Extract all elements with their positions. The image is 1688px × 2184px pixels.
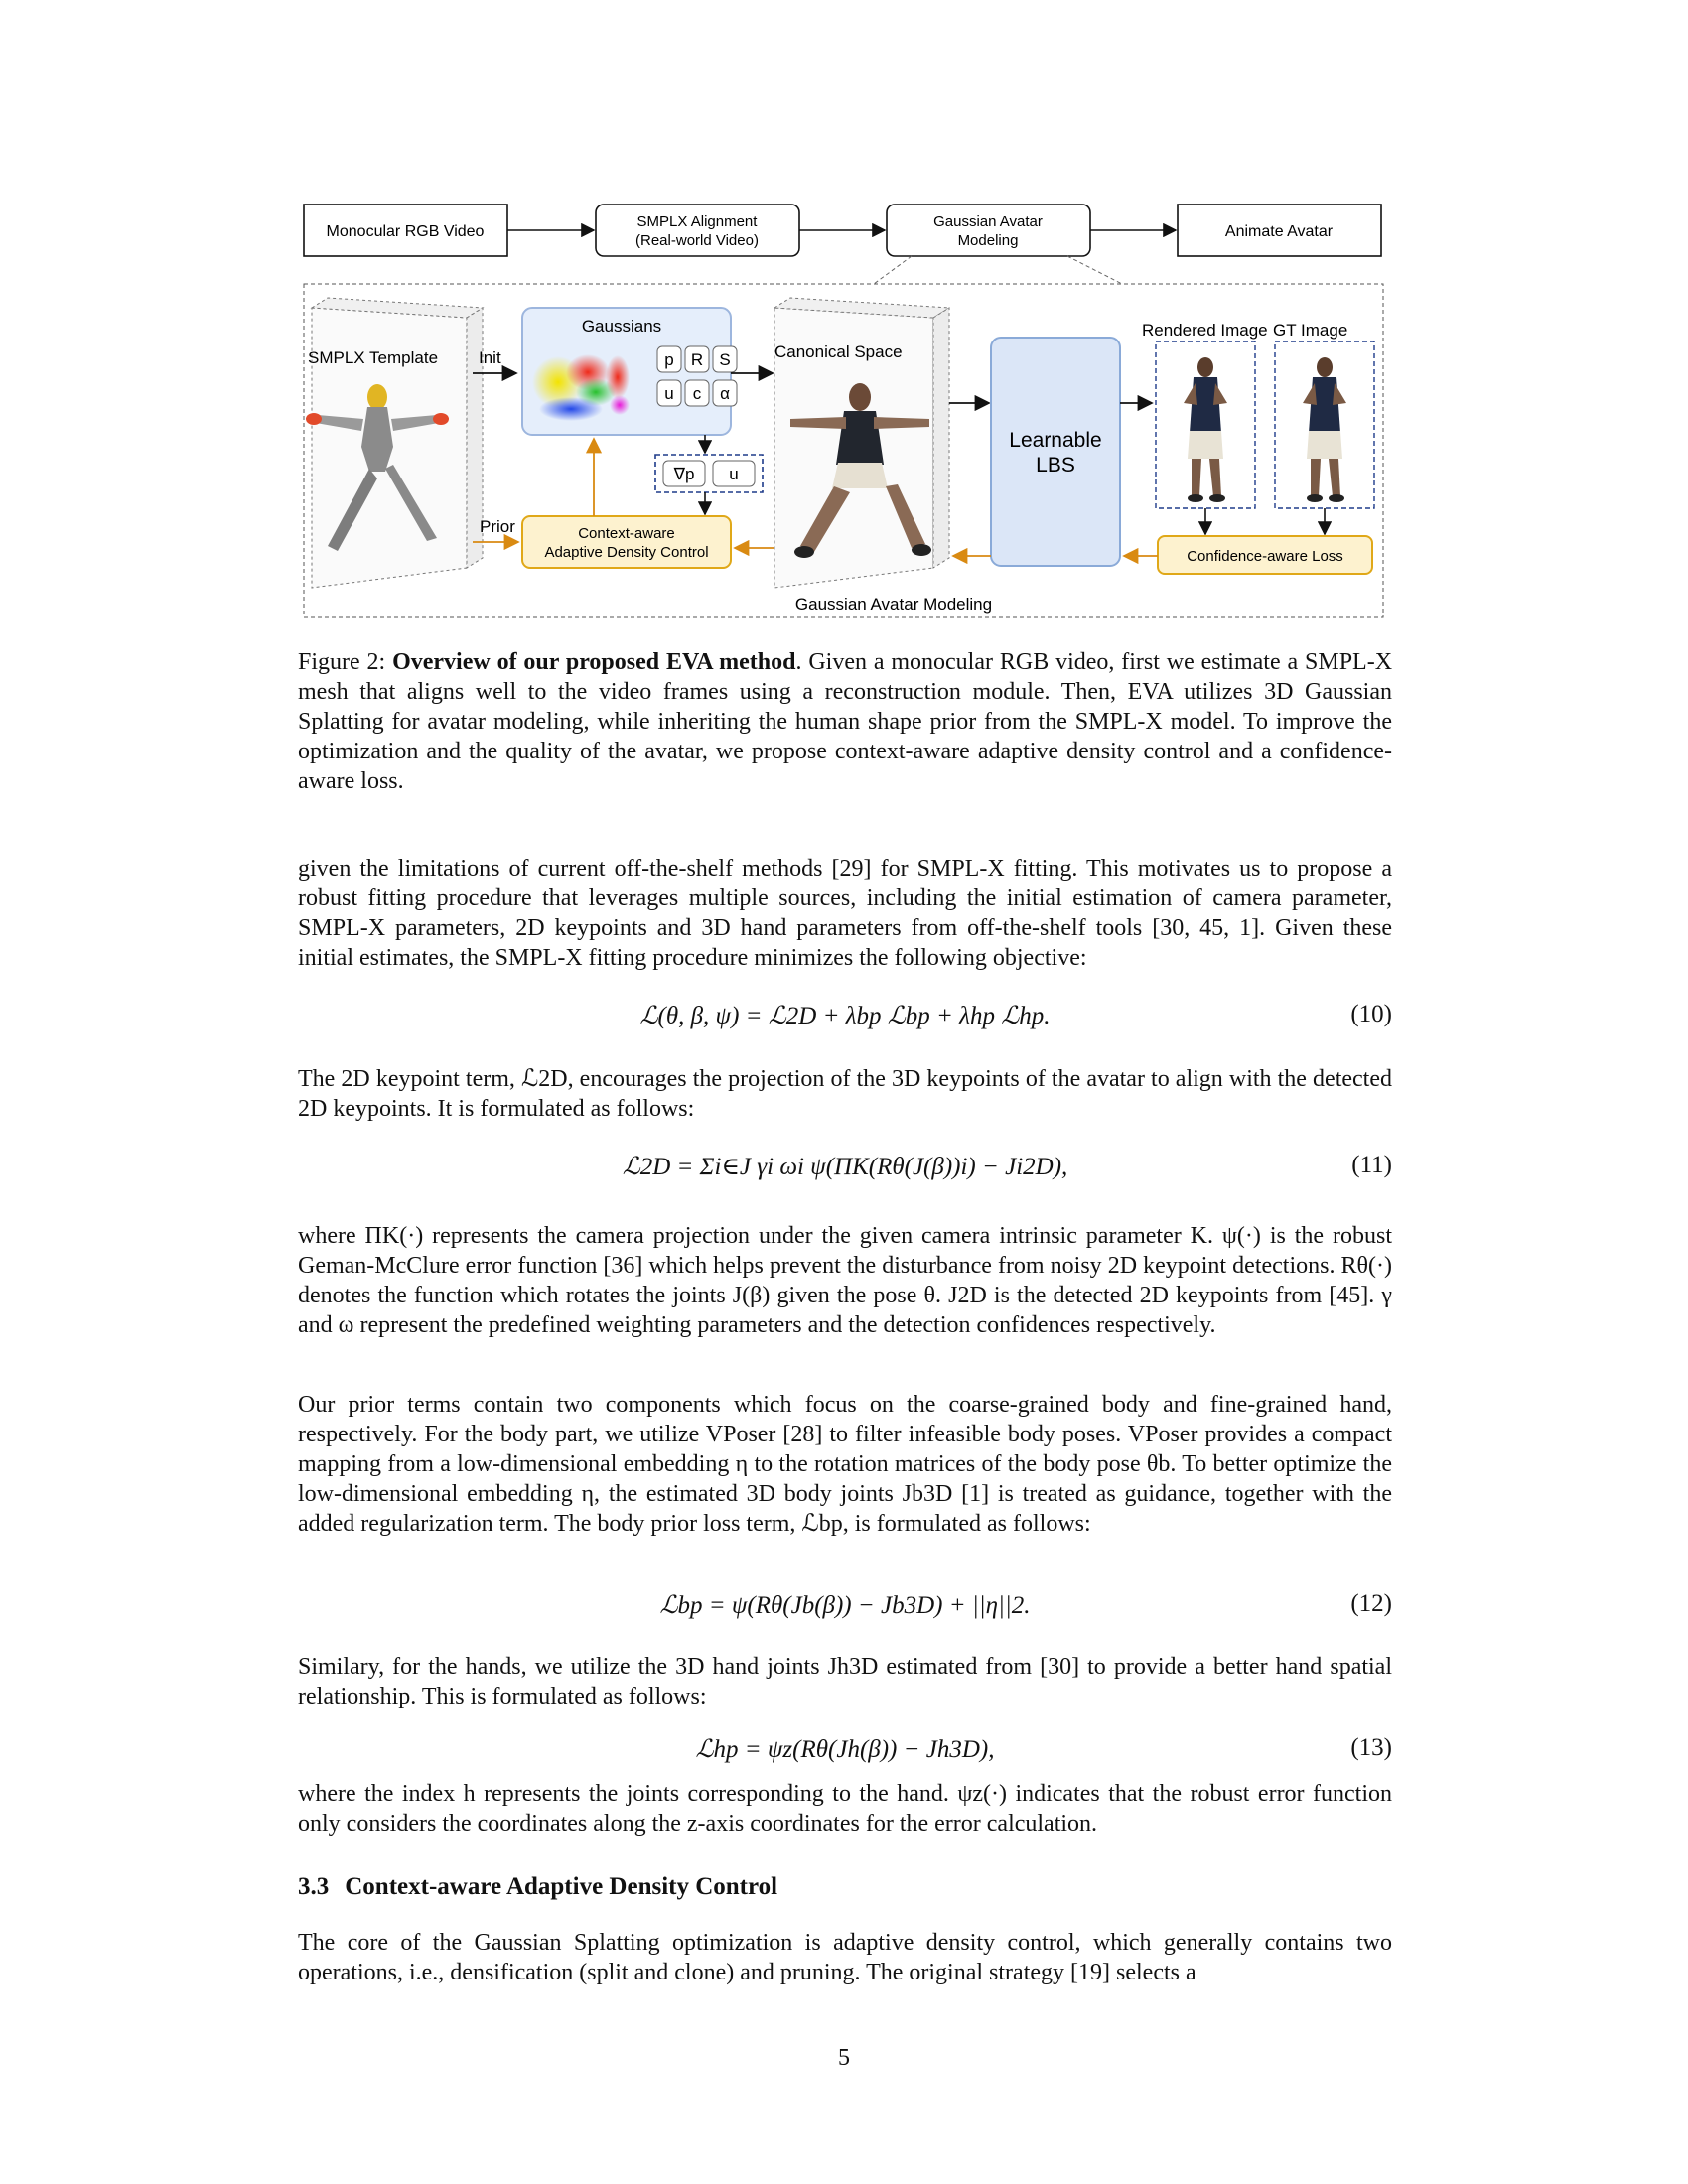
figure-2-diagram (298, 199, 1390, 625)
section-title: Context-aware Adaptive Density Control (345, 1873, 778, 1900)
confidence-loss-label: Confidence-aware Loss (1187, 548, 1343, 565)
context-aware-label-2: Adaptive Density Control (544, 544, 709, 561)
paragraph-2: The 2D keypoint term, ℒ2D, encourages the projection of the 3D keypoints of the avatar to align with the detected 2D keypoints. It is formulated as follows: (298, 1066, 1392, 1122)
param-alpha: α (720, 384, 730, 403)
rendered-image-label: Rendered Image (1142, 321, 1268, 340)
learnable-lbs-label-1: Learnable (1009, 429, 1102, 452)
param-s: S (719, 350, 731, 369)
flow-label-video: Monocular RGB Video (326, 223, 485, 240)
paragraph-6: where the index h represents the joints corresponding to the hand. ψz(·) indicates that the robust error function only considers the coordinates along the z-axis coordinates for the error calculation. (298, 1781, 1392, 1837)
paragraph-3: where ΠK(·) represents the camera projection under the given camera intrinsic parameter K. ψ(·) is the robust Geman-McClure error function [36] which helps prevent the disturbance from noisy 2D keypoint detections. Rθ(·) denotes the function which rotates the joints J(β) given the pose θ. J2D is the detected 2D keypoints from [45]. γ and ω represent the predefined weighting parameters and the detection confidences respectively. (298, 1223, 1392, 1338)
top-flow (304, 205, 1381, 256)
paragraph-4: Our prior terms contain two components which focus on the coarse-grained body and fine-grained hand, respectively. For the body part, we utilize VPoser [28] to filter infeasible body poses. VPoser provides a compact mapping from a low-dimensional embedding η to the rotation matrices of the body pose θb. To better optimize the low-dimensional embedding η, the estimated 3D body joints Jb3D [1] is treated as guidance, together with the added regularization term. The body prior loss term, ℒbp, is formulated as follows: (298, 1392, 1392, 1537)
context-aware-label-1: Context-aware (578, 525, 675, 542)
canonical-space-panel (774, 298, 949, 588)
equation-10-body: ℒ(θ, β, ψ) = ℒ2D + λbp ℒbp + λhp ℒhp. (639, 1003, 1051, 1029)
flow-label-modeling: Gaussian Avatar (933, 213, 1043, 230)
equation-12-body: ℒbp = ψ(Rθ(Jb(β)) − Jb3D) + ||η||2. (659, 1592, 1031, 1619)
paragraph-7: The core of the Gaussian Splatting optimization is adaptive density control, which generally contains two operations, i.e., densification (split and clone) and pruning. The original strategy [19] selects a (298, 1930, 1392, 1985)
equation-11 (298, 1150, 1392, 1185)
equation-12 (298, 1588, 1392, 1624)
learnable-lbs-label-2: LBS (1036, 454, 1075, 477)
equation-13 (298, 1732, 1392, 1768)
param-r: R (690, 350, 704, 369)
smplx-template-label: SMPLX Template (308, 348, 439, 367)
smplx-template-panel (306, 298, 483, 588)
gaussians-box (522, 308, 737, 435)
flow-label-alignment-sub: (Real-world Video) (635, 232, 759, 249)
caption-title: Overview of our proposed EVA method (392, 649, 796, 675)
param-u: u (664, 384, 674, 403)
grad-u-label: u (729, 465, 739, 483)
paragraph-1: given the limitations of current off-the-shelf methods [29] for SMPL-X fitting. This motivates us to propose a robust fitting procedure that leverages multiple sources, including the initial estimation of camera parameter, SMPL-X parameters, 2D keypoints and 3D hand parameters from off-the-shelf tools [30, 45, 1]. Given these initial estimates, the SMPL-X fitting procedure minimizes the following objective: (298, 856, 1392, 971)
equation-13-number: (13) (1350, 1734, 1392, 1761)
param-p: p (664, 350, 674, 369)
param-c: c (692, 384, 702, 403)
section-heading (298, 1873, 777, 1901)
caption-text: . Given a monocular RGB video, first we estimate a SMPL-X mesh that aligns well to the video frames using a reconstruction module. Then, EVA utilizes 3D Gaussian Splatting for avatar modeling, while inheriting the human shape prior from the SMPL-X model. To improve the optimization and the quality of the avatar, we propose context-aware adaptive density control and a confidence-aware loss. (298, 649, 1393, 794)
frame-title: Gaussian Avatar Modeling (794, 595, 993, 614)
init-label: Init (479, 348, 501, 367)
figure-caption (298, 647, 1392, 796)
equation-12-number: (12) (1350, 1590, 1392, 1617)
equation-10-number: (10) (1350, 1001, 1392, 1027)
learnable-lbs-box (991, 338, 1120, 566)
gt-image-label: GT Image (1273, 321, 1348, 340)
gaussians-label: Gaussians (581, 317, 662, 336)
section-number: 3.3 (298, 1873, 330, 1900)
equation-11-body: ℒ2D = Σi∈J γi ωi ψ(ΠK(Rθ(J(β))i) − Ji2D), (622, 1154, 1068, 1180)
flow-label-alignment: SMPLX Alignment (636, 213, 758, 230)
canonical-space-label: Canonical Space (774, 342, 903, 361)
page-number: 5 (838, 2045, 850, 2071)
equation-10 (298, 999, 1392, 1034)
prior-label: Prior (480, 517, 515, 536)
caption-label: Figure 2: (298, 649, 393, 675)
equation-11-number: (11) (1351, 1152, 1392, 1178)
flow-label-modeling-sub: Modeling (957, 232, 1019, 249)
paragraph-5: Similary, for the hands, we utilize the 3D hand joints Jh3D estimated from [30] to provide a better hand spatial relationship. This is formulated as follows: (298, 1654, 1392, 1709)
flow-label-animate: Animate Avatar (1224, 223, 1334, 240)
grad-p-label: ∇p (673, 465, 695, 483)
equation-13-body: ℒhp = ψz(Rθ(Jh(β)) − Jh3D), (695, 1736, 995, 1763)
